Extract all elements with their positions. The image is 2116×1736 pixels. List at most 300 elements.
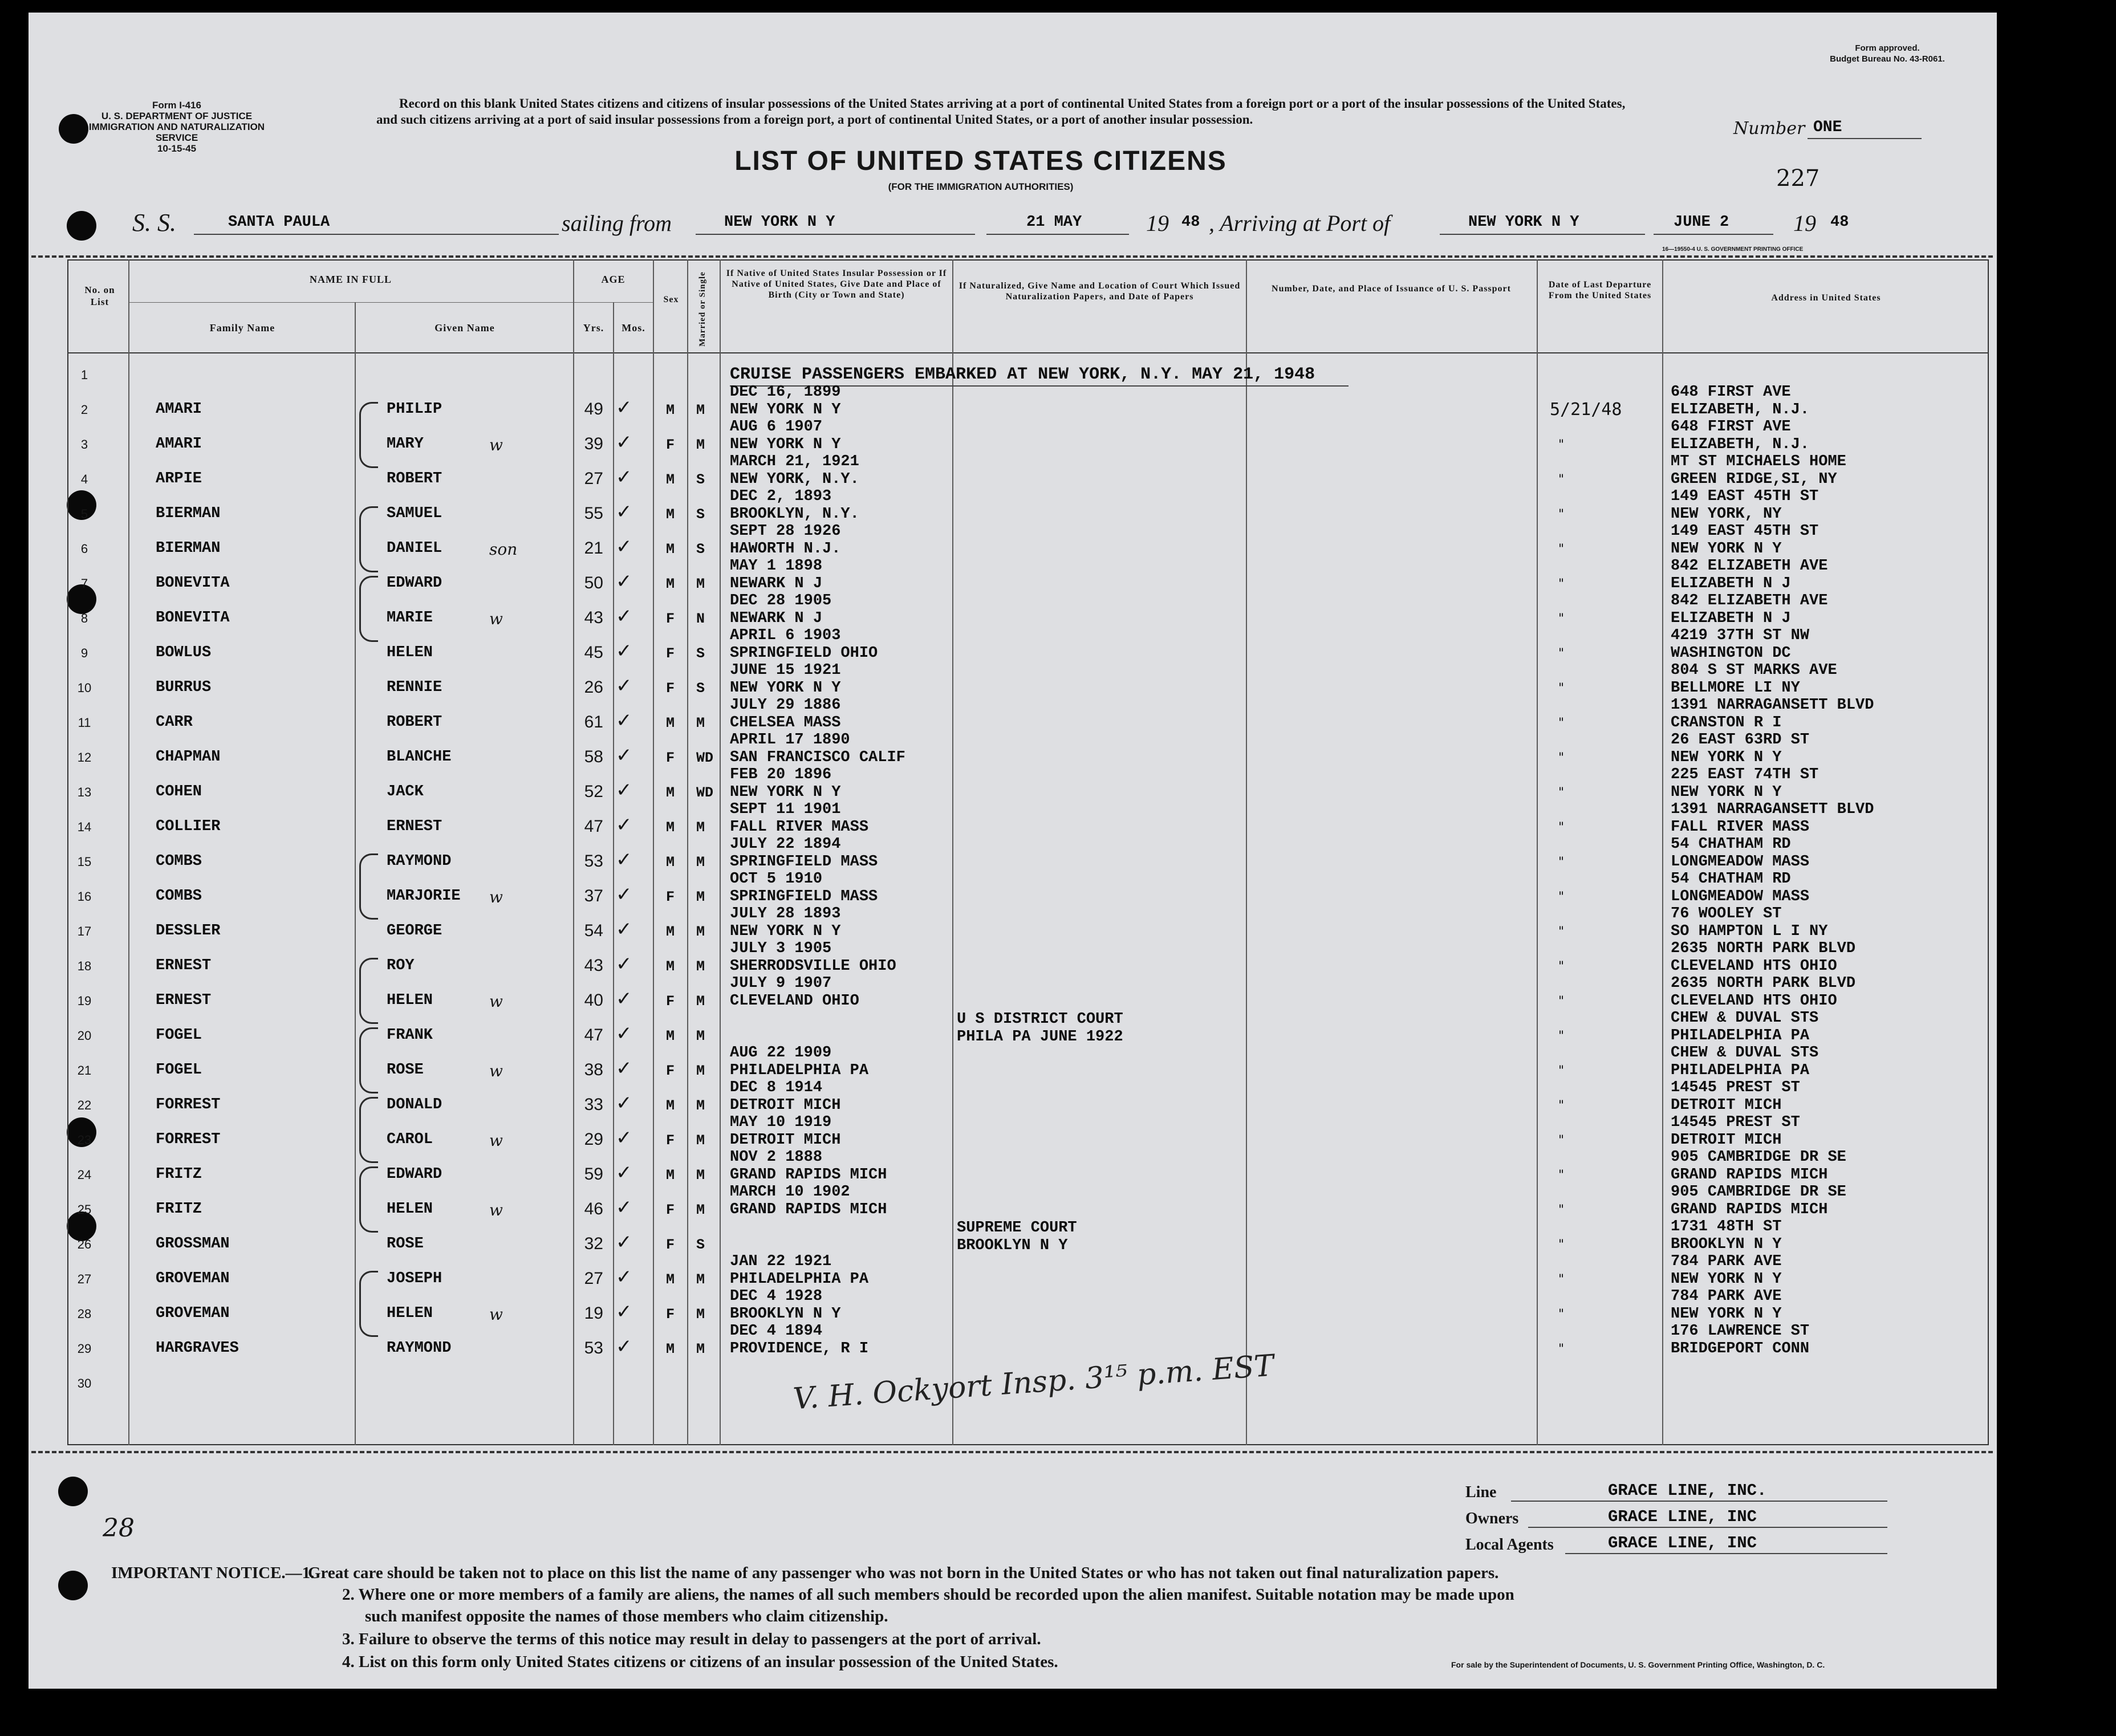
family-name: GROSSMAN [156,1235,230,1253]
address-line-2: GRAND RAPIDS MICH [1671,1166,1828,1184]
check-mark-icon: ✓ [616,1092,632,1115]
address-line-2: WASHINGTON DC [1671,645,1791,662]
given-name: MARJORIE [387,888,461,905]
sex: M [666,819,675,836]
header-name-in-full: NAME IN FULL [309,274,392,285]
header-sex: Sex [663,295,679,304]
birth-date: JAN 22 1921 [730,1253,832,1270]
birth-date: OCT 5 1910 [730,871,823,888]
family-name: GROVEMAN [156,1305,230,1322]
check-mark-icon: ✓ [616,1231,632,1254]
sex: F [666,611,675,627]
check-mark-icon: ✓ [616,605,632,628]
address-line-2: NEW YORK N Y [1671,1306,1782,1323]
header-address: Address in United States [1771,293,1881,303]
last-departure: " [1558,577,1565,591]
last-departure: " [1558,1029,1565,1043]
row-number: 20 [77,1028,92,1043]
year-prefix-2: 19 [1793,210,1816,236]
relation-note: w [489,1201,503,1219]
last-departure: " [1558,960,1565,974]
notice-3: 3. Failure to observe the terms of this notice may result in delay to passengers at the port of arrival. [342,1630,1041,1648]
marital-status: M [696,715,705,731]
age-years: 49 [584,400,603,418]
family-brace [359,506,378,572]
owners-value: GRACE LINE, INC [1608,1507,1757,1526]
relation-note: w [489,1305,503,1324]
age-years: 55 [584,504,603,523]
header-naturalized: If Naturalized, Give Name and Location of Court Which Issued Naturalization Papers, and Date of Papers [959,281,1241,302]
arriving-label: , Arriving at Port of [1209,210,1391,236]
line-underline [1511,1501,1887,1502]
marital-status: M [696,1271,705,1288]
number-underline [1808,138,1922,139]
marital-status: M [696,958,705,975]
address-line-1: 54 CHATHAM RD [1671,871,1791,888]
family-brace [359,1271,378,1337]
address-line-1: 648 FIRST AVE [1671,418,1791,436]
birth-date: JULY 29 1886 [730,697,841,714]
row-number: 6 [80,542,88,556]
check-mark-icon: ✓ [616,396,632,419]
sex: M [666,541,675,558]
gpo-sale-note: For sale by the Superintendent of Documents, U. S. Government Printing Office, Washington, D. C. [1451,1660,1825,1669]
sex: M [666,576,675,592]
form-id-block [80,100,274,154]
birth-date: APRIL 17 1890 [730,731,850,749]
form-instructions: Record on this blank United States citizens and citizens of insular possessions of the United States arriving at a port of continental United States from a foreign port or a port of the insular possessions of the United States, and such citizens arriving at a port of said insular possessions from a foreign port, a port of continental United States, or a port of another insular possession. [376,96,1626,127]
document-title: LIST OF UNITED STATES CITIZENS [734,146,1227,176]
address-line-1: 2635 NORTH PARK BLVD [1671,940,1856,957]
sex: M [666,402,675,418]
punch-hole [58,1477,88,1506]
age-years: 27 [584,469,603,488]
arrival-port: NEW YORK N Y [1468,214,1579,231]
family-name: DESSLER [156,922,221,940]
family-name: CHAPMAN [156,749,221,766]
sex: M [666,471,675,488]
birth-place: BROOKLYN N Y [730,1306,841,1323]
sex: M [666,1097,675,1114]
family-name: FOGEL [156,1062,202,1079]
address-line-1: 842 ELIZABETH AVE [1671,592,1828,609]
birth-place: SPRINGFIELD MASS [730,888,878,905]
birth-date: DEC 16, 1899 [730,384,841,401]
birth-date: DEC 4 1894 [730,1323,823,1340]
marital-status: S [696,506,705,523]
check-mark-icon: ✓ [616,1300,632,1323]
line-value: GRACE LINE, INC. [1608,1481,1767,1500]
last-departure: " [1558,716,1565,730]
birth-date: DEC 8 1914 [730,1079,823,1096]
birth-date: MARCH 21, 1921 [730,453,859,470]
sailing-label: sailing from [562,210,672,236]
owners-label: Owners [1465,1510,1519,1527]
address-line-1: 176 LAWRENCE ST [1671,1323,1810,1340]
sex: M [666,715,675,731]
family-brace [359,1027,378,1093]
birth-date: JUNE 15 1921 [730,662,841,679]
punch-hole [67,211,96,241]
form-number: Form I-416 [152,100,201,111]
last-departure: " [1558,1168,1565,1182]
age-years: 29 [584,1130,603,1149]
age-years: 39 [584,434,603,453]
year-prefix-1: 19 [1146,210,1169,236]
marital-status: M [696,889,705,905]
address-line-1: 76 WOOLEY ST [1671,905,1782,922]
relation-note: w [489,1062,503,1080]
marital-status: M [696,576,705,592]
age-years: 21 [584,539,603,558]
given-name: SAMUEL [387,505,442,522]
row-number: 14 [77,820,92,834]
check-mark-icon: ✓ [616,953,632,975]
last-departure: " [1558,647,1565,661]
address-line-1: 2635 NORTH PARK BLVD [1671,975,1856,992]
arrival-year: 48 [1830,214,1849,231]
sex: F [666,645,675,662]
last-departure: " [1558,1133,1565,1148]
address-line-2: LONGMEADOW MASS [1671,853,1810,871]
header-last-departure: Date of Last Departure From the United States [1548,280,1652,300]
sex: F [666,750,675,766]
address-line-2: ELIZABETH N J [1671,610,1791,627]
last-departure: " [1558,542,1565,556]
address-line-1: 1391 NARRAGANSETT BLVD [1671,697,1874,714]
age-years: 37 [584,887,603,905]
family-name: ERNEST [156,957,212,974]
row-number: 23 [77,1133,92,1147]
row-number: 16 [77,889,92,904]
family-name: BIERMAN [156,505,221,522]
notice-4: 4. List on this form only United States citizens or citizens of an insular possession of the United States. [342,1653,1058,1671]
address-line-1: 149 EAST 45TH ST [1671,488,1819,505]
check-mark-icon: ✓ [616,1127,632,1149]
birth-date: NOV 2 1888 [730,1149,823,1166]
age-years: 19 [584,1304,603,1323]
given-name: ERNEST [387,818,442,835]
age-years: 47 [584,817,603,836]
birth-place: SPRINGFIELD OHIO [730,645,878,662]
age-years: 53 [584,852,603,871]
address-line-2: CRANSTON R I [1671,714,1782,731]
marital-status: M [696,1341,705,1357]
document-subtitle: (FOR THE IMMIGRATION AUTHORITIES) [888,181,1074,192]
family-name: FORREST [156,1131,221,1148]
agents-label: Local Agents [1465,1536,1554,1554]
row-number: 7 [80,576,88,591]
given-name: ROBERT [387,714,442,731]
last-departure: " [1558,438,1565,452]
check-mark-icon: ✓ [616,744,632,767]
family-name: GROVEMAN [156,1270,230,1287]
age-years: 45 [584,643,603,662]
perforation [31,255,1993,258]
row-number: 11 [78,715,91,730]
marital-status: S [696,645,705,662]
marital-status: S [696,680,705,697]
line-label: Line [1465,1483,1497,1501]
last-departure: " [1558,855,1565,869]
family-name: COHEN [156,783,202,800]
sex: M [666,506,675,523]
row-number: 22 [77,1098,92,1112]
check-mark-icon: ✓ [616,918,632,941]
check-mark-icon: ✓ [616,1022,632,1045]
address-line-2: GRAND RAPIDS MICH [1671,1201,1828,1218]
address-line-2: DETROIT MICH [1671,1097,1782,1114]
address-line-2: CLEVELAND HTS OHIO [1671,993,1837,1010]
last-departure: " [1558,473,1565,487]
sex: M [666,958,675,975]
header-given-name: Given Name [434,322,495,334]
age-years: 61 [584,713,603,731]
birth-place: PHILADELPHIA PA [730,1271,869,1288]
family-name: FRITZ [156,1166,202,1183]
family-name: HARGRAVES [156,1340,239,1357]
birth-place: NEW YORK N Y [730,401,841,418]
check-mark-icon: ✓ [616,535,632,558]
marital-status: N [696,611,705,627]
check-mark-icon: ✓ [616,848,632,871]
given-name: ROBERT [387,470,442,487]
naturalization-date: PHILA PA JUNE 1922 [957,1028,1123,1046]
address-line-1: 905 CAMBRIDGE DR SE [1671,1149,1846,1166]
birth-place: BROOKLYN, N.Y. [730,506,859,523]
address-line-1: 842 ELIZABETH AVE [1671,558,1828,575]
birth-place: DETROIT MICH [730,1097,841,1114]
given-name: MARIE [387,609,433,627]
family-name: CARR [156,714,193,731]
last-departure: " [1558,1342,1565,1356]
row-number: 13 [77,785,92,799]
birth-place: SAN FRANCISCO CALIF [730,749,905,766]
address-line-1: MT ST MICHAELS HOME [1671,453,1846,470]
age-years: 33 [584,1095,603,1114]
family-name: FOGEL [156,1027,202,1044]
sex: F [666,1237,675,1253]
address-line-1: 149 EAST 45TH ST [1671,523,1819,540]
age-years: 47 [584,1026,603,1044]
last-departure: " [1558,751,1565,765]
check-mark-icon: ✓ [616,1196,632,1219]
family-name: FORREST [156,1096,221,1113]
address-line-2: DETROIT MICH [1671,1132,1782,1149]
address-line-1: CHEW & DUVAL STS [1671,1044,1819,1062]
header-yrs: Yrs. [583,322,604,334]
row-number: 17 [77,924,92,938]
marital-status: S [696,541,705,558]
row-number: 12 [77,750,92,765]
birth-place: NEWARK N J [730,610,823,627]
sex: F [666,889,675,905]
perforation [31,1451,1993,1453]
marital-status: M [696,924,705,940]
address-line-2: ELIZABETH N J [1671,575,1791,592]
sex: M [666,1271,675,1288]
given-name: RAYMOND [387,853,452,870]
cruise-note: CRUISE PASSENGERS EMBARKED AT NEW YORK, N.Y. MAY 21, 1948 [730,365,1315,384]
notice-1: Great care should be taken not to place on this list the name of any passenger who was not born in the United States or who has not taken out final naturalization papers. [308,1564,1499,1582]
birth-place: PHILADELPHIA PA [730,1062,869,1079]
family-name: COMBS [156,888,202,905]
row-number: 9 [80,646,88,660]
family-brace [359,853,378,920]
last-departure: " [1558,1099,1565,1113]
age-years: 26 [584,678,603,697]
given-name: GEORGE [387,922,442,940]
address-line-2: SO HAMPTON L I NY [1671,923,1828,940]
age-years: 53 [584,1339,603,1357]
age-years: 40 [584,991,603,1010]
address-line-2: GREEN RIDGE,SI, NY [1671,471,1837,488]
family-name: AMARI [156,436,202,453]
address-line-1: 1391 NARRAGANSETT BLVD [1671,801,1874,818]
arrival-port-underline [1440,234,1645,235]
check-mark-icon: ✓ [616,640,632,662]
address-line-1: 225 EAST 74TH ST [1671,766,1819,783]
birth-date: MAY 10 1919 [730,1114,832,1131]
row-number: 1 [80,368,88,382]
marital-status: WD [696,784,714,801]
marital-status: M [696,1167,705,1184]
check-mark-icon: ✓ [616,779,632,802]
address-line-1: CHEW & DUVAL STS [1671,1010,1819,1027]
address-line-2: ELIZABETH, N.J. [1671,436,1810,453]
last-departure: " [1558,1238,1565,1252]
birth-place: GRAND RAPIDS MICH [730,1166,887,1184]
row-number: 29 [77,1341,92,1356]
marital-status: M [696,993,705,1010]
address-line-2: BRIDGEPORT CONN [1671,1340,1810,1357]
agents-value: GRACE LINE, INC [1608,1534,1757,1552]
marital-status: M [696,1306,705,1323]
address-line-1: 4219 37TH ST NW [1671,627,1810,644]
marital-status: M [696,1063,705,1079]
given-name: EDWARD [387,1166,442,1183]
agents-underline [1565,1553,1887,1554]
address-line-2: NEW YORK N Y [1671,540,1782,558]
sail-date-underline [986,234,1129,235]
marital-status: M [696,1028,705,1044]
birth-date: DEC 2, 1893 [730,488,832,505]
address-line-2: NEW YORK, NY [1671,506,1782,523]
family-name: COMBS [156,853,202,870]
given-name: HELEN [387,1305,433,1322]
address-line-1: 14545 PREST ST [1671,1114,1800,1131]
family-brace [359,576,378,642]
birth-date: DEC 4 1928 [730,1288,823,1305]
row-number: 26 [77,1237,92,1251]
birth-place: CLEVELAND OHIO [730,993,859,1010]
last-departure: " [1558,1064,1565,1078]
margin-note: 28 [103,1514,135,1543]
address-line-2: LONGMEADOW MASS [1671,888,1810,905]
address-line-1: 648 FIRST AVE [1671,384,1791,401]
check-mark-icon: ✓ [616,1057,632,1080]
address-line-1: 905 CAMBRIDGE DR SE [1671,1184,1846,1201]
name-subheader-rule [128,302,653,303]
arrival-date: JUNE 2 [1674,214,1729,231]
ship-underline [194,234,559,235]
form-department: U. S. DEPARTMENT OF JUSTICE [101,111,253,121]
age-years: 43 [584,956,603,975]
given-name: ROSE [387,1062,424,1079]
last-departure: " [1558,1203,1565,1217]
relation-note: w [489,436,503,454]
header-married-single: Married or Single [698,271,707,347]
address-line-1: 784 PARK AVE [1671,1253,1782,1270]
birth-place: SHERRODSVILLE OHIO [730,958,896,975]
relation-note: w [489,888,503,906]
address-line-2: NEW YORK N Y [1671,749,1782,766]
marital-status: M [696,1097,705,1114]
birth-date: JULY 3 1905 [730,940,832,957]
row-number: 4 [80,472,88,486]
last-departure: " [1558,925,1565,939]
birth-place: GRAND RAPIDS MICH [730,1201,887,1218]
row-number: 8 [80,611,88,625]
sail-year: 48 [1181,214,1200,231]
family-name: BONEVITA [156,609,230,627]
given-name: HELEN [387,1201,433,1218]
birth-place: NEW YORK, N.Y. [730,471,859,488]
row-number: 27 [77,1272,92,1286]
birth-place: FALL RIVER MASS [730,819,869,836]
sex: F [666,1063,675,1079]
address-line-1: 784 PARK AVE [1671,1288,1782,1305]
naturalization-court: SUPREME COURT [957,1219,1077,1237]
birth-place: PROVIDENCE, R I [730,1340,869,1357]
family-name: ARPIE [156,470,202,487]
sex: F [666,680,675,697]
header-passport: Number, Date, and Place of Issuance of U. S. Passport [1272,284,1511,294]
family-name: AMARI [156,401,202,418]
sex: M [666,1028,675,1044]
given-name: ROSE [387,1235,424,1253]
birth-date: SEPT 11 1901 [730,801,841,818]
address-line-1: 804 S ST MARKS AVE [1671,662,1837,679]
birth-place: NEW YORK N Y [730,680,841,697]
birth-place: CHELSEA MASS [730,714,841,731]
address-line-2: NEW YORK N Y [1671,1271,1782,1288]
family-name: COLLIER [156,818,221,835]
family-name: BURRUS [156,679,212,696]
sex: F [666,993,675,1010]
family-name: BONEVITA [156,575,230,592]
family-name: FRITZ [156,1201,202,1218]
address-line-2: NEW YORK N Y [1671,784,1782,801]
sex: M [666,854,675,871]
header-family-name: Family Name [209,322,275,334]
last-departure: " [1558,820,1565,835]
check-mark-icon: ✓ [616,709,632,732]
check-mark-icon: ✓ [616,501,632,523]
row-number: 30 [77,1376,92,1391]
check-mark-icon: ✓ [616,431,632,454]
relation-note: son [489,540,518,559]
age-years: 43 [584,608,603,627]
given-name: ROY [387,957,415,974]
birth-place: NEWARK N J [730,575,823,592]
last-departure: " [1558,890,1565,904]
given-name: BLANCHE [387,749,452,766]
sex: F [666,1132,675,1149]
check-mark-icon: ✓ [616,570,632,593]
birth-date: DEC 28 1905 [730,592,832,609]
age-years: 59 [584,1165,603,1184]
